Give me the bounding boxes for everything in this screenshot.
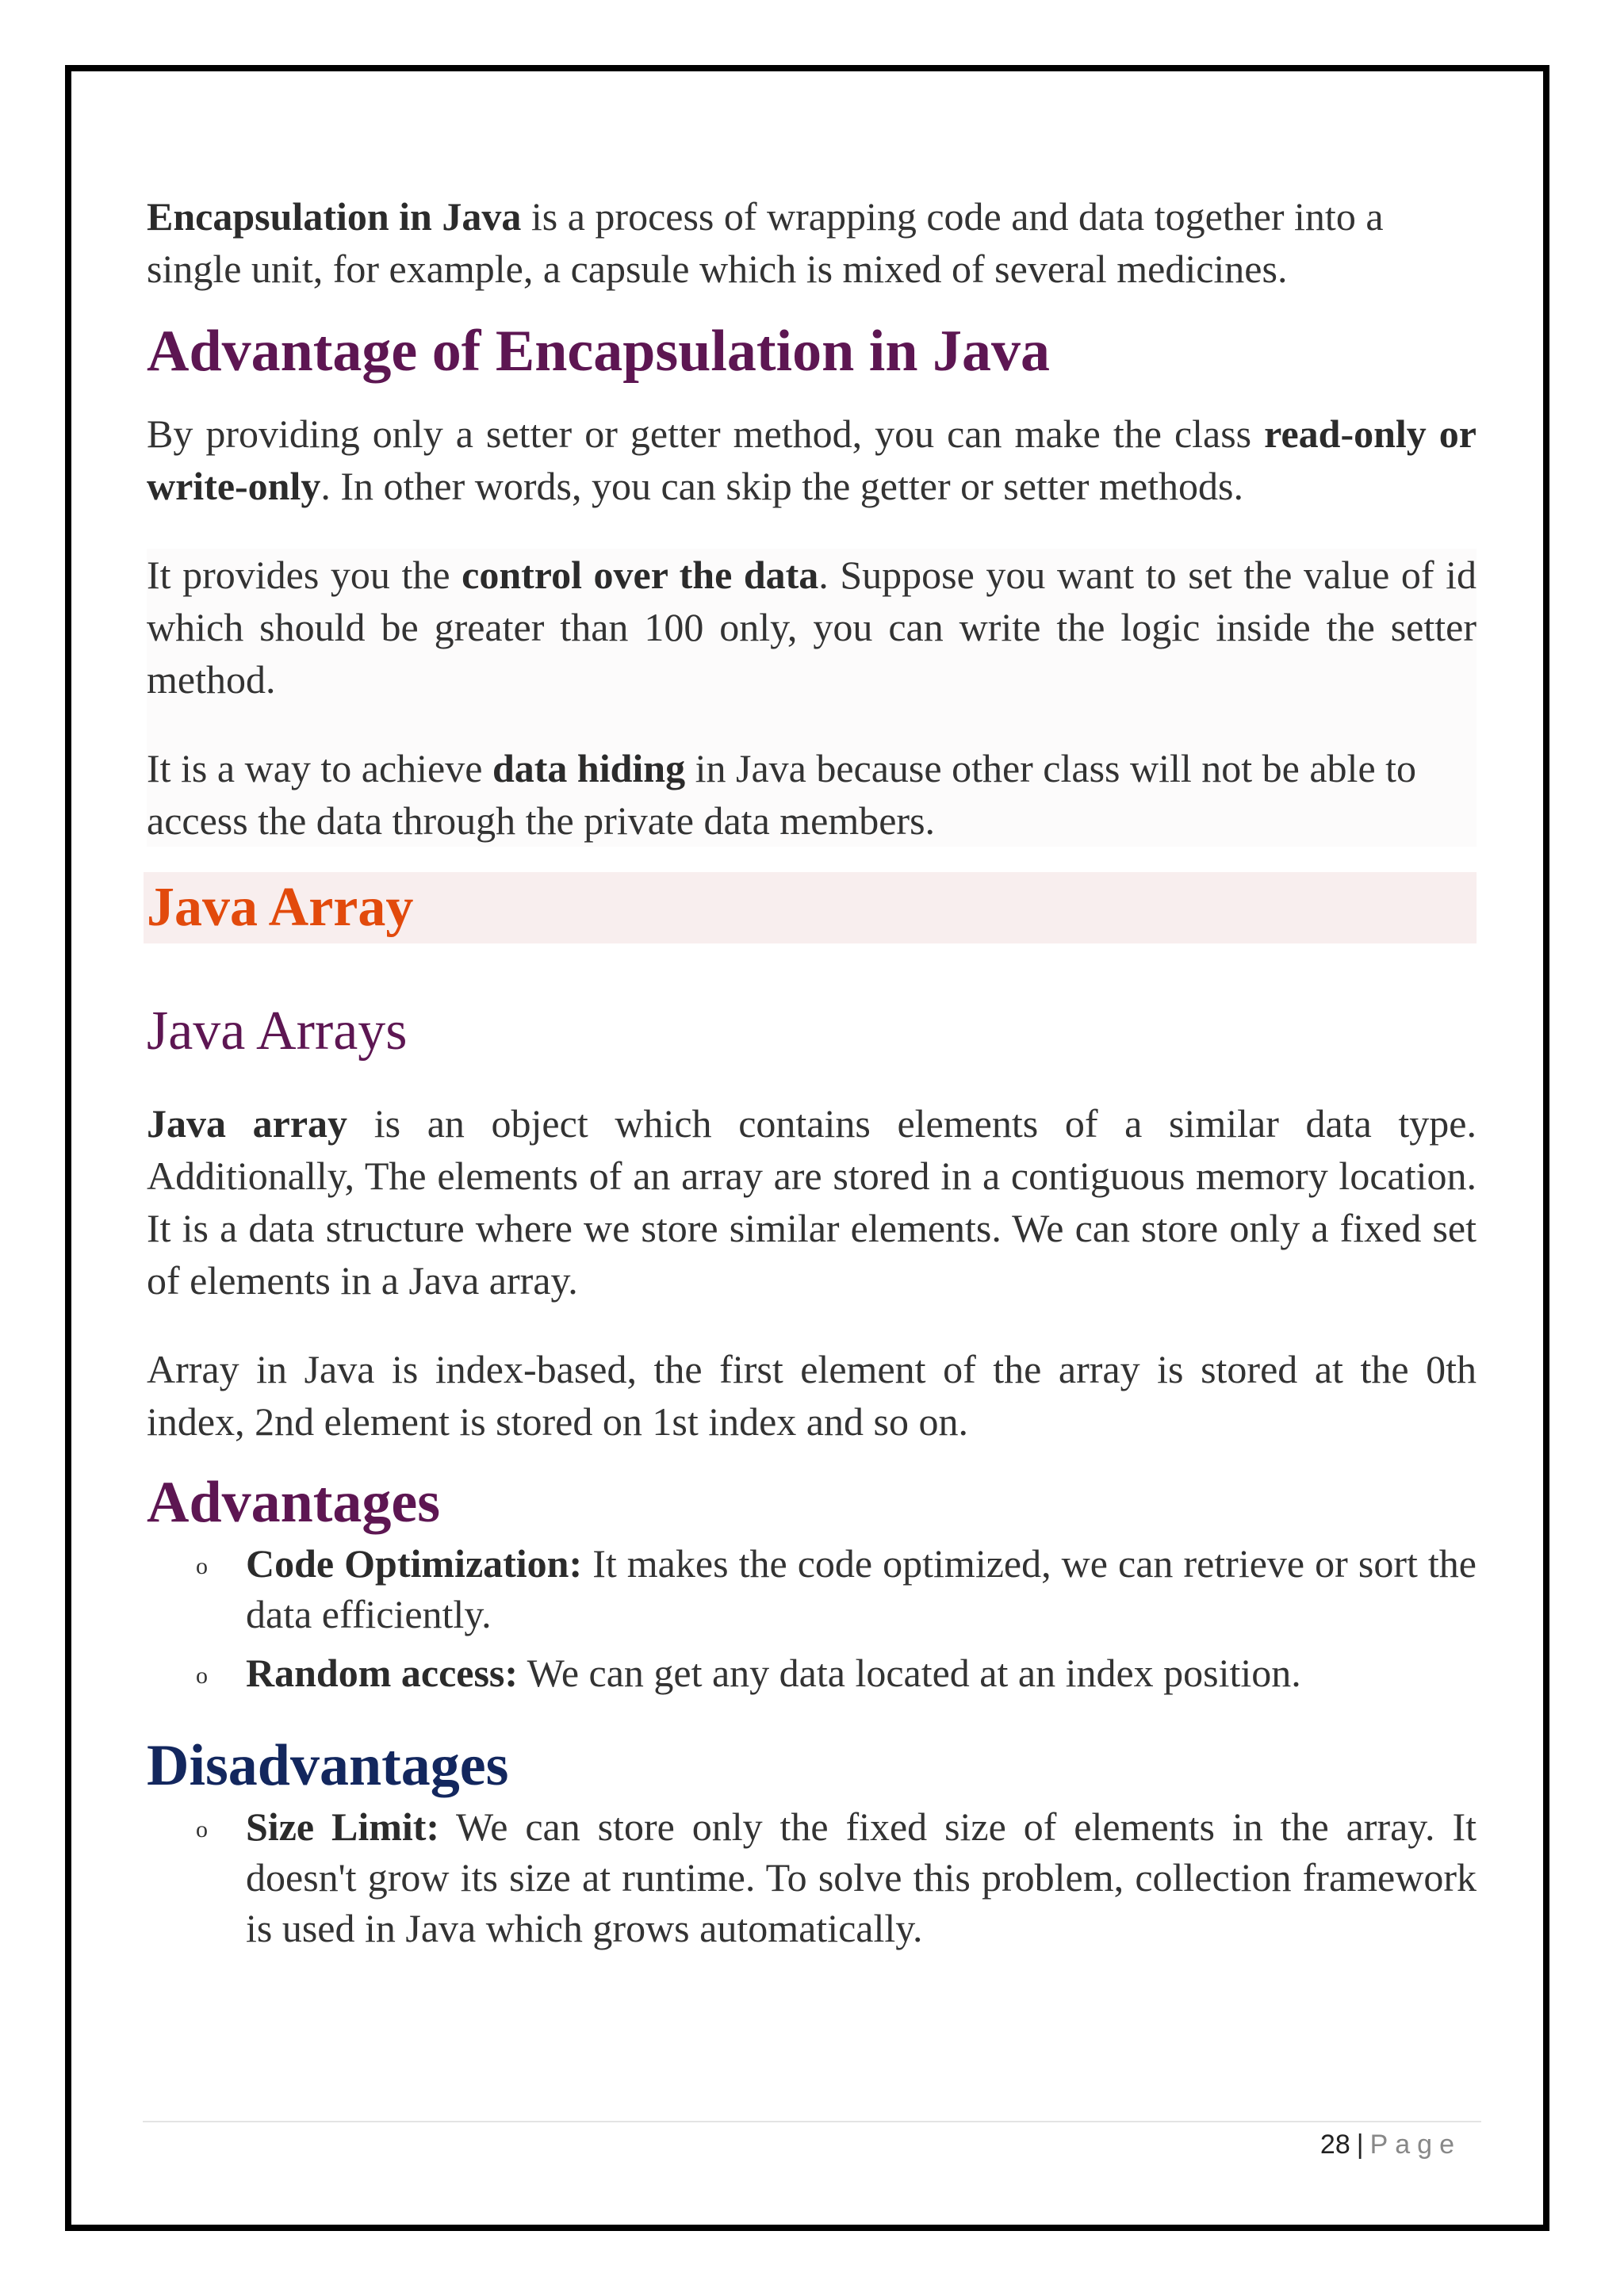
advantage-item-text: It makes the code optimized, we can retrieve or sort the data efficiently. [246, 1541, 1477, 1636]
encap-shaded-block [147, 549, 1477, 847]
advantages-list [147, 1538, 1477, 1698]
footer-divider [143, 2121, 1481, 2122]
encap-p2-bold: control over the data [462, 553, 819, 597]
java-array-p1-text: is an object which contains elements of a similar data type. Additionally, The elements of an array are stored in a contiguous memory location. It is a data structure where we store similar elements. We can store only a fixed set of elements in a Java array. [147, 1101, 1477, 1303]
page-label: Page [1369, 2130, 1461, 2160]
disadvantage-item-text: We can store only the fixed size of elements in the array. It doesn't grow its size at runtime. To solve this problem, collection framework is used in Java which grows automatically. [246, 1804, 1477, 1950]
java-array-bold-term: Java array [147, 1101, 348, 1146]
advantage-encapsulation-heading: Advantage of Encapsulation in Java [147, 319, 1050, 384]
java-array-paragraph-1 [147, 1097, 1477, 1307]
footer-separator: | [1356, 2130, 1364, 2160]
bullet-icon: o [196, 1663, 208, 1689]
intro-bold-term: Encapsulation in Java [147, 194, 522, 239]
list-item [147, 1647, 1477, 1698]
advantage-item-title: Random access: [246, 1651, 519, 1695]
bullet-icon: o [196, 1816, 208, 1843]
encap-p2-text-a: It provides you the [147, 553, 462, 597]
java-array-band [144, 872, 1477, 943]
bullet-icon: o [196, 1553, 208, 1579]
page-content [147, 190, 1477, 1961]
list-item [147, 1801, 1477, 1954]
list-item [147, 1538, 1477, 1640]
encap-p3-bold: data hiding [492, 746, 686, 790]
encap-p1-bold: read-only or write-only [147, 411, 1477, 508]
intro-text: is a process of wrapping code and data together into a single unit, for example, a capsule which is mixed of several medicines. [147, 194, 1384, 291]
page-number: 28 [1320, 2130, 1350, 2160]
encap-paragraph-2 [147, 549, 1477, 706]
intro-paragraph [147, 190, 1477, 295]
advantage-item-text: We can get any data located at an index position. [518, 1651, 1301, 1695]
disadvantages-list [147, 1801, 1477, 1954]
disadvantage-item-title: Size Limit: [246, 1804, 440, 1849]
disadvantages-heading: Disadvantages [147, 1733, 509, 1798]
advantages-heading: Advantages [147, 1470, 441, 1535]
encap-p3-text-b: in Java because other class will not be able to access the data through the private data members. [147, 746, 1417, 843]
encap-p3-text-a: It is a way to achieve [147, 746, 492, 790]
page-footer [1320, 2130, 1461, 2160]
encap-p1-text-a: By providing only a setter or getter method, you can make the class [147, 411, 1265, 456]
encap-paragraph-1 [147, 408, 1477, 512]
java-arrays-subheading: Java Arrays [147, 1001, 408, 1062]
encap-p1-text-b: . In other words, you can skip the getter or setter methods. [320, 464, 1243, 508]
advantage-item-title: Code Optimization: [246, 1541, 583, 1586]
java-array-paragraph-2: Array in Java is index-based, the first element of the array is stored at the 0th index, 2nd element is stored on 1st index and so on. [147, 1347, 1477, 1444]
encap-paragraph-3 [147, 742, 1477, 847]
encap-p2-text-b: . Suppose you want to set the value of id which should be greater than 100 only, you can write the logic inside the setter method. [147, 553, 1477, 702]
java-array-heading: Java Array [147, 877, 414, 938]
